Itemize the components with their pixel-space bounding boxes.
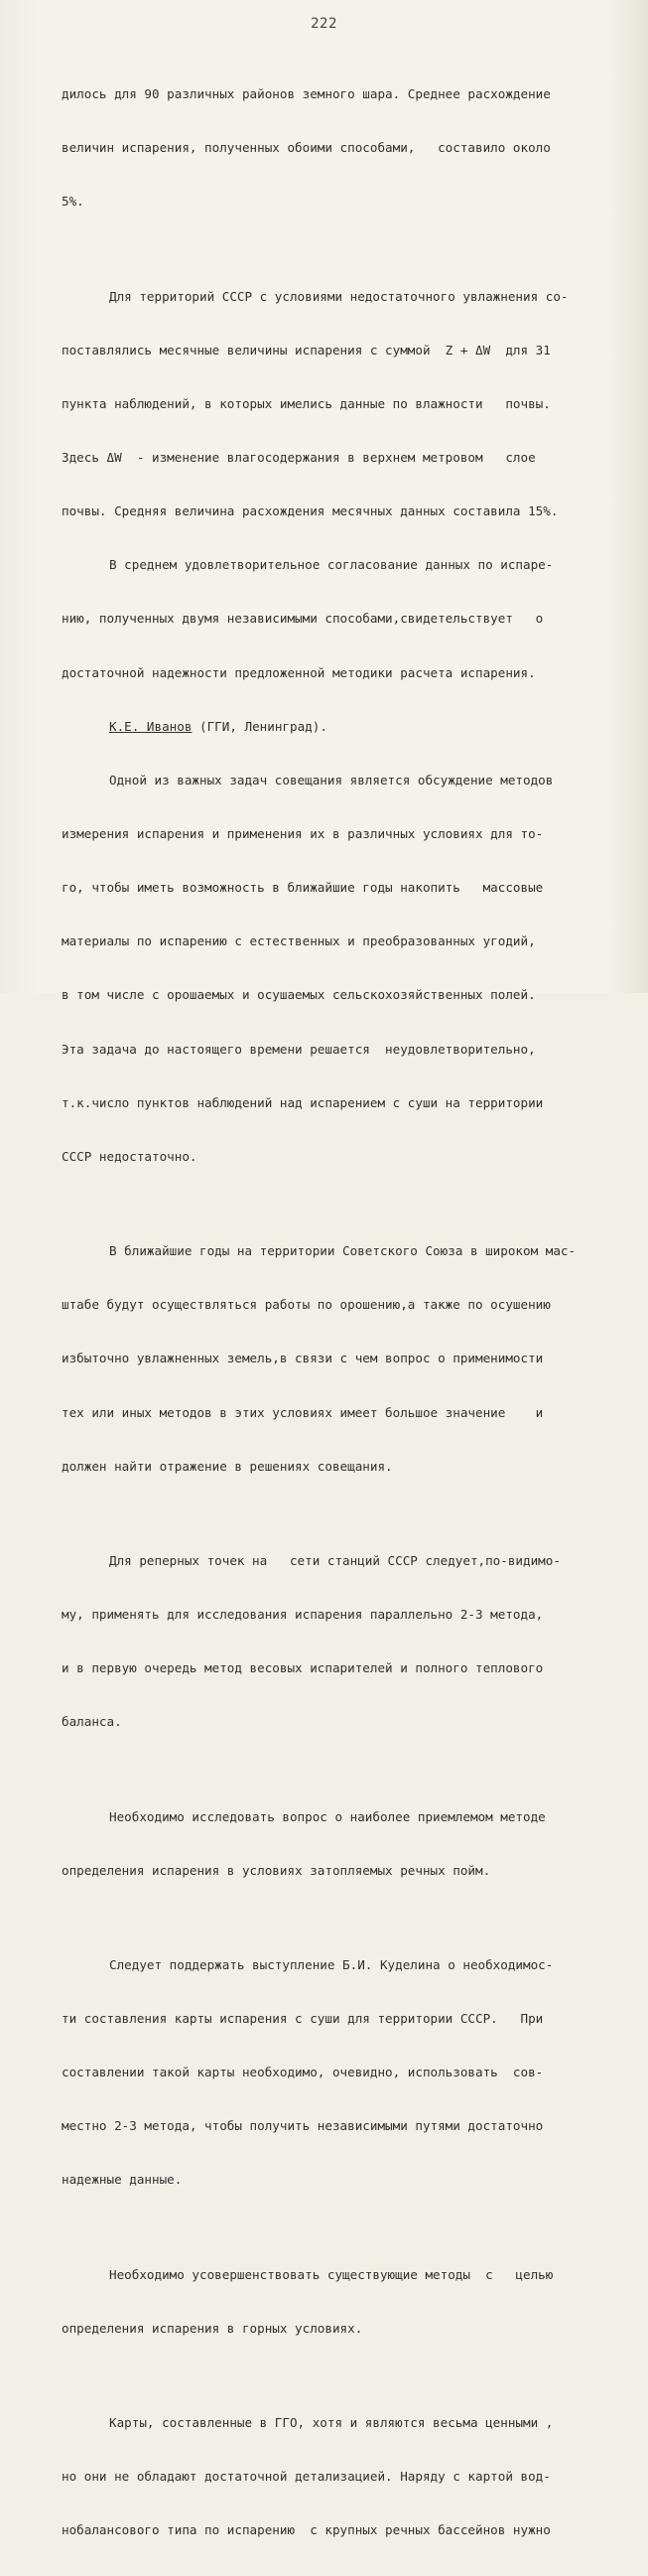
text-line: надежные данные. — [62, 2172, 183, 2188]
speaker-affiliation: (ГГИ, Ленинград). — [199, 718, 327, 734]
text-line: Здесь ΔW - изменение влагосодержания в верхнем метровом слое — [62, 450, 536, 466]
paragraph-gap — [62, 1511, 613, 1516]
text-line: поставлялись месячные величины испарения с суммой Z + ΔW для 31 — [62, 342, 551, 358]
text-line: в том числе с орошаемых и осушаемых сельскохозяйственных полей. — [62, 987, 536, 1003]
paragraph-gap — [62, 247, 613, 252]
text-line: штабе будут осуществляться работы по орошению,а также по осушению — [62, 1297, 551, 1313]
text-line: В среднем удовлетворительное согласование данных по испаре- — [109, 557, 554, 573]
paragraph-gap — [62, 2373, 613, 2378]
text-line: дилось для 90 различных районов земного шара. Среднее расхождение — [62, 86, 551, 102]
text-line: го, чтобы иметь возможность в ближайшие годы накопить массовые — [62, 880, 544, 896]
text-line: определения испарения в горных условиях. — [62, 2320, 363, 2336]
text-line: должен найти отражение в решениях совещания. — [62, 1458, 393, 1474]
text-line: тех или иных методов в этих условиях имеет большое значение и — [62, 1404, 544, 1420]
text-line: пункта наблюдений, в которых имелись данные по влажности почвы. — [62, 395, 551, 411]
text-line: Эта задача до настоящего времени решается неудовлетворительно, — [62, 1041, 536, 1057]
text-line: Необходимо исследовать вопрос о наиболее приемлемом методе — [109, 1808, 546, 1824]
text-line: т.к.число пунктов наблюдений над испарением с суши на территории — [62, 1094, 544, 1110]
text-line: Необходимо усовершенствовать существующие методы с целью — [109, 2266, 554, 2282]
text-line: Для реперных точек на сети станций СССР следует,по-видимо- — [109, 1552, 561, 1568]
text-line: измерения испарения и применения их в различных условиях для то- — [62, 826, 544, 842]
paragraph-gap — [62, 2225, 613, 2230]
text-line: В ближайшие годы на территории Советского Союза в широком мас- — [109, 1243, 577, 1259]
text-line: Одной из важных задач совещания является обсуждение методов — [109, 772, 554, 787]
text-line: Для территорий СССР с условиями недостаточного увлажнения со- — [109, 288, 569, 304]
text-line: нобалансового типа по испарению с крупных речных бассейнов нужно — [62, 2522, 551, 2538]
text-line: но они не обладают достаточной детализацией. Наряду с картой вод- — [62, 2469, 551, 2485]
body-text — [62, 50, 613, 2576]
text-line: величин испарения, полученных обоими способами, составило около — [62, 140, 551, 156]
page-number: 222 — [311, 16, 337, 32]
text-line: определения испарения в условиях затопляемых речных пойм. — [62, 1862, 491, 1878]
speaker-line — [62, 718, 613, 736]
text-line: Следует поддержать выступление Б.И. Куделина о необходимос- — [109, 1956, 554, 1972]
text-line: достаточной надежности предложенной методики расчета испарения. — [62, 664, 536, 680]
text-line: нию, полученных двумя независимыми способами,свидетельствует о — [62, 611, 544, 627]
text-line: составлении такой карты необходимо, очевидно, использовать сов- — [62, 2065, 544, 2080]
text-line: баланса. — [62, 1714, 122, 1730]
text-line: почвы. Средняя величина расхождения месячных данных составила 15%. — [62, 503, 559, 519]
speaker-name: К.Е. Иванов — [109, 718, 193, 734]
text-line: ти составления карты испарения с суши для территории СССР. При — [62, 2011, 544, 2027]
text-line: му, применять для исследования испарения параллельно 2-3 метода, — [62, 1607, 544, 1623]
text-line: Карты, составленные в ГГО, хотя и являются весьма ценными , — [109, 2415, 554, 2431]
paragraph-gap — [62, 1202, 613, 1207]
paragraph-gap — [62, 1767, 613, 1772]
text-line: местно 2-3 метода, чтобы получить независимыми путями достаточно — [62, 2118, 544, 2134]
paragraph-gap — [62, 1916, 613, 1921]
text-line: 5%. — [62, 194, 84, 210]
text-line: СССР недостаточно. — [62, 1148, 197, 1164]
text-line: материалы по испарению с естественных и преобразованных угодий, — [62, 933, 536, 949]
text-line: и в первую очередь метод весовых испарителей и полного теплового — [62, 1660, 544, 1676]
text-line: избыточно увлажненных земель,в связи с чем вопрос о применимости — [62, 1351, 544, 1366]
